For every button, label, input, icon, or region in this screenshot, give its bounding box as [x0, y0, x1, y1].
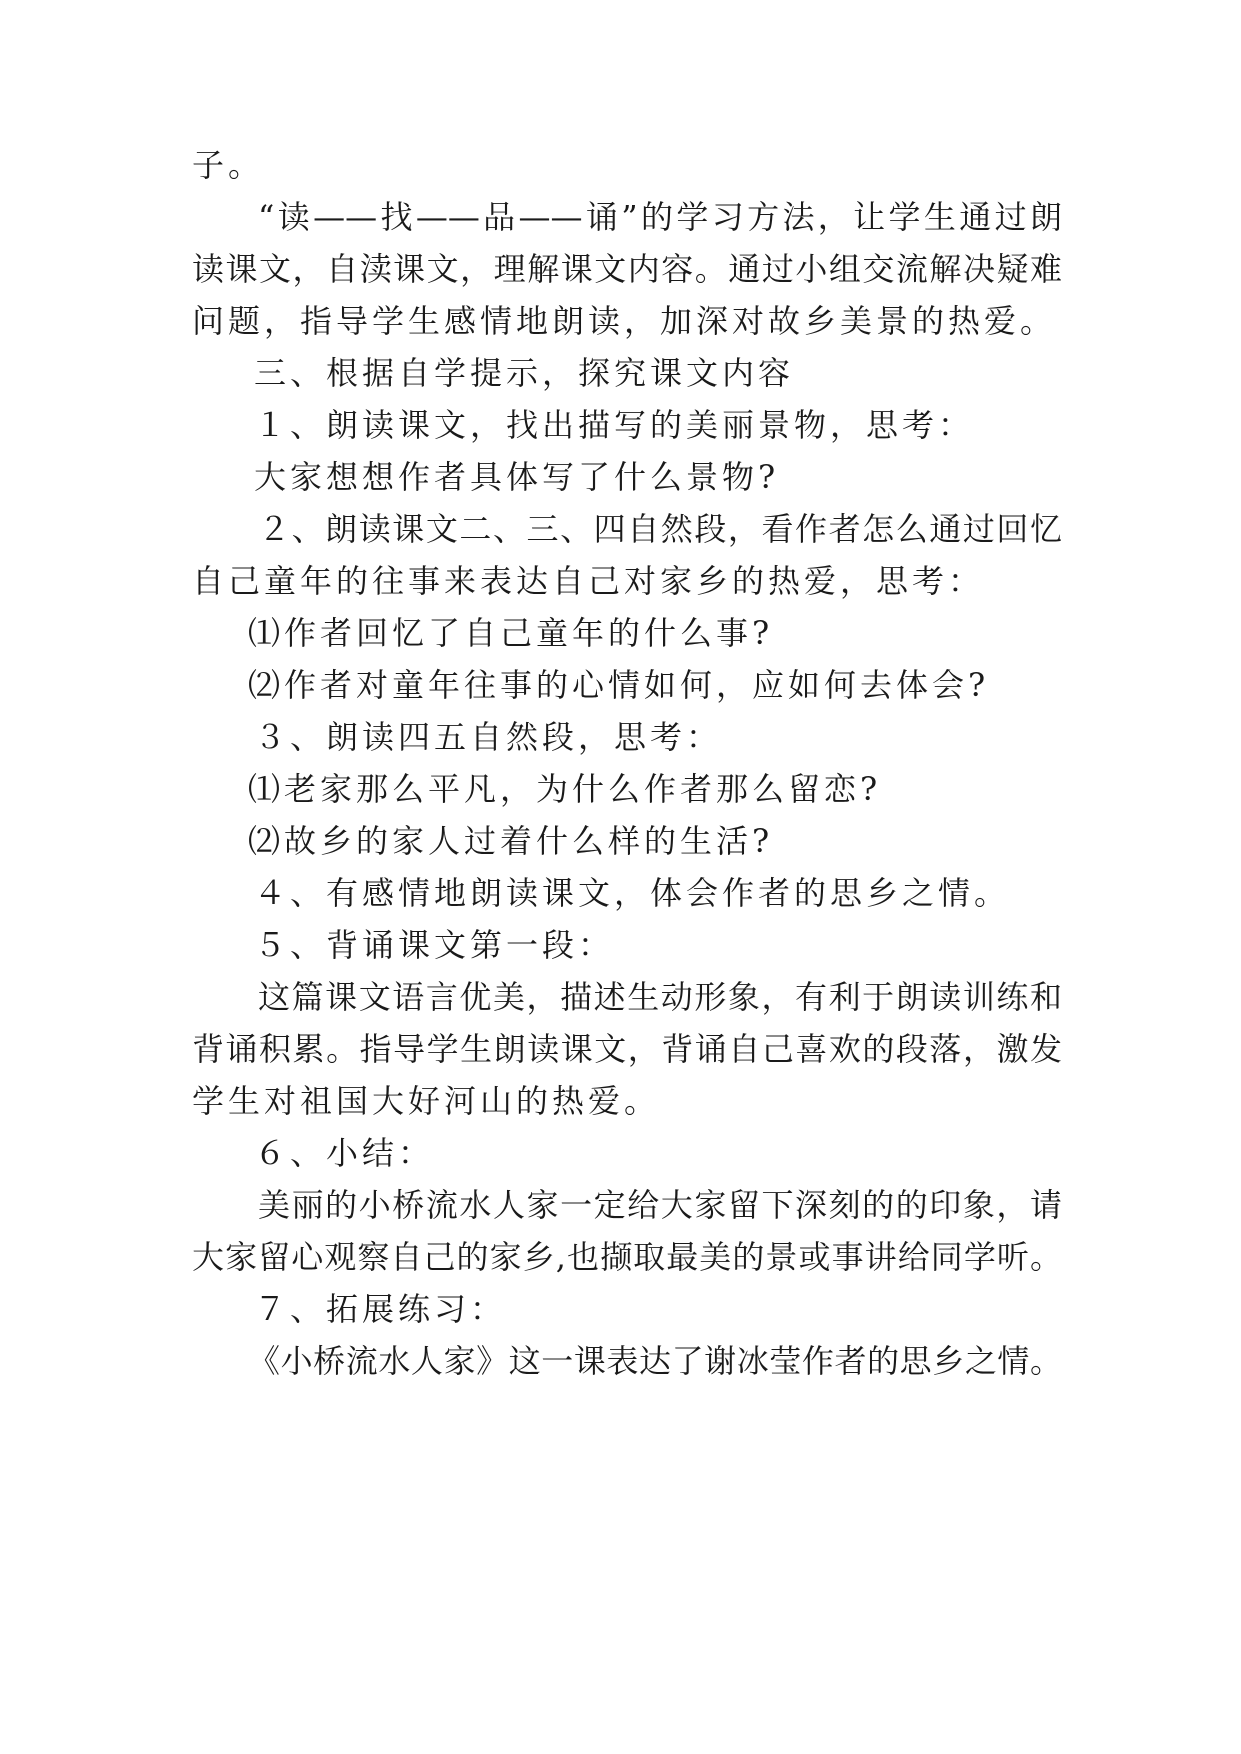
text-line: 这篇课文语言优美，描述生动形象，有利于朗读训练和	[258, 978, 1062, 1016]
text-line: 学生对祖国大好河山的热爱。	[192, 1082, 661, 1120]
text-line: 《小桥流水人家》这一课表达了谢冰莹作者的思乡之情。	[248, 1342, 1062, 1380]
text-line: 背诵积累。指导学生朗读课文，背诵自己喜欢的段落，激发	[192, 1030, 1062, 1068]
text-line: 读课文，自渎课文，理解课文内容。通过小组交流解决疑难	[192, 250, 1062, 288]
text-line: 子。	[192, 146, 265, 184]
text-line: 大家留心观察自己的家乡,也撷取最美的景或事讲给同学听。	[192, 1238, 1062, 1276]
text-line: ５、背诵课文第一段：	[254, 926, 615, 964]
text-line: ４、有感情地朗读课文，体会作者的思乡之情。	[254, 874, 1011, 912]
text-line: ⑵作者对童年往事的心情如何，应如何去体会?	[248, 666, 990, 704]
text-line: ２、朗读课文二、三、四自然段，看作者怎么通过回忆	[258, 510, 1062, 548]
text-line: ⑴老家那么平凡，为什么作者那么留恋?	[248, 770, 882, 808]
text-line: “读——找——品——诵”的学习方法，让学生通过朗	[258, 198, 1062, 236]
text-line: 自己童年的往事来表达自己对家乡的热爱，思考：	[192, 562, 985, 600]
text-line: 大家想想作者具体写了什么景物?	[254, 458, 780, 496]
text-line: 三、根据自学提示，探究课文内容	[254, 354, 795, 392]
text-line: ３、朗读四五自然段，思考：	[254, 718, 723, 756]
text-line: ⑵故乡的家人过着什么样的生活?	[248, 822, 774, 860]
text-line: 美丽的小桥流水人家一定给大家留下深刻的的印象，请	[258, 1186, 1062, 1224]
text-line: 问题，指导学生感情地朗读，加深对故乡美景的热爱。	[192, 302, 1057, 340]
text-line: ⑴作者回忆了自己童年的什么事?	[248, 614, 774, 652]
text-line: ７、拓展练习：	[254, 1290, 507, 1328]
text-line: ６、小结：	[254, 1134, 435, 1172]
text-line: １、朗读课文，找出描写的美丽景物，思考：	[254, 406, 975, 444]
